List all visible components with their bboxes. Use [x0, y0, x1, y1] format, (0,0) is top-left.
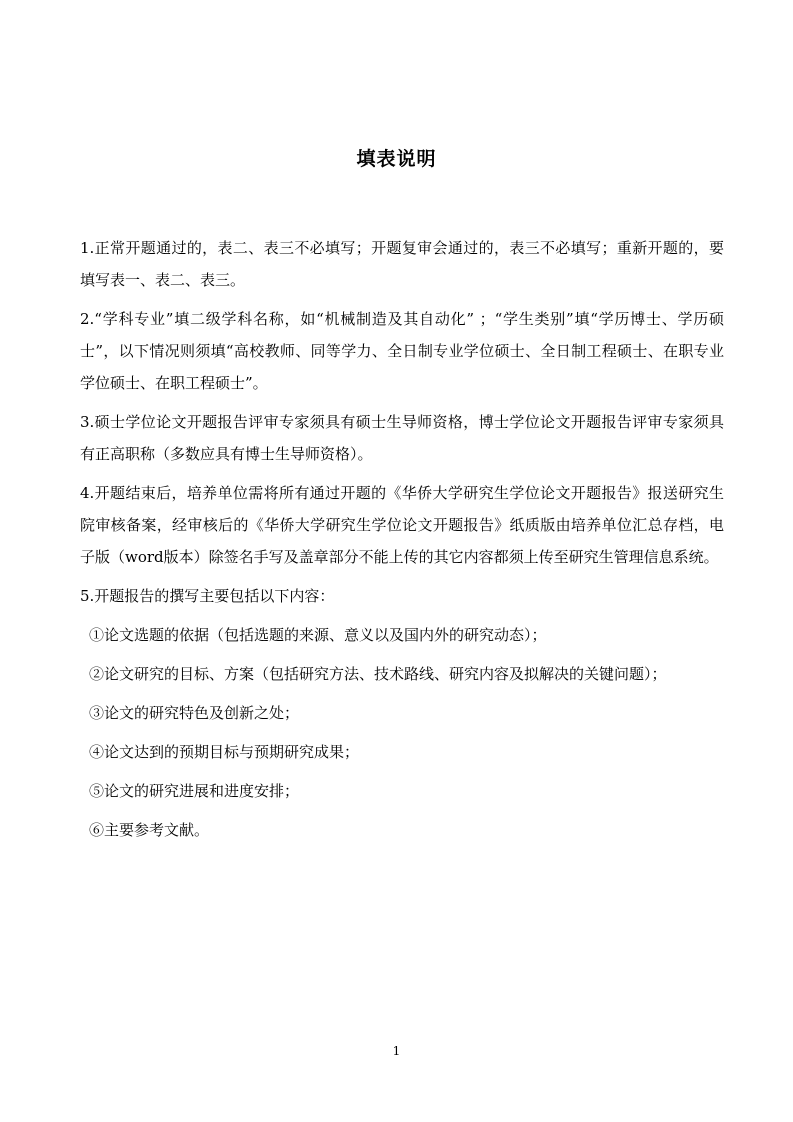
- page-number: 1: [392, 1044, 401, 1058]
- instruction-paragraph-2: 2.“学科专业”填二级学科名称，如“机械制造及其自动化” ；“学生类别”填“学历博士、学历硕士”，以下情况则须填“高校教师、同等学力、全日制专业学位硕士、全日制工程硕士、在职专业学位硕士、在职工程硕士”。: [80, 310, 724, 392]
- instruction-paragraph-1: 1.正常开题通过的，表二、表三不必填写；开题复审会通过的，表三不必填写；重新开题的，要填写表一、表二、表三。: [80, 239, 724, 289]
- instructions-body: [80, 232, 724, 853]
- instruction-paragraph-5: 5.开题报告的撰写主要包括以下内容：: [80, 587, 335, 605]
- report-content-item-2: ②论文研究的目标、方案（包括研究方法、技术路线、研究内容及拟解决的关键问题）；: [89, 665, 667, 683]
- report-content-item-1: ①论文选题的依据（包括选题的来源、意义以及国内外的研究动态）；: [89, 626, 547, 644]
- report-content-list: [80, 619, 724, 846]
- report-content-item-4: ④论文达到的预期目标与预期研究成果；: [89, 743, 360, 761]
- report-content-item-3: ③论文的研究特色及创新之处；: [89, 704, 300, 722]
- instruction-paragraph-3: 3.硕士学位论文开题报告评审专家须具有硕士生导师资格，博士学位论文开题报告评审专家须具有正高职称（多数应具有博士生导师资格）。: [80, 413, 724, 463]
- report-content-item-6: ⑥主要参考文献。: [89, 821, 210, 839]
- page-title: 填表说明: [356, 148, 437, 170]
- instruction-paragraph-4: 4.开题结束后，培养单位需将所有通过开题的《华侨大学研究生学位论文开题报告》报送研究生院审核备案，经审核后的《华侨大学研究生学位论文开题报告》纸质版由培养单位汇总存档，电子版（word版本）除签名手写及盖章部分不能上传的其它内容都须上传至研究生管理信息系统。: [80, 484, 724, 566]
- report-content-item-5: ⑤论文的研究进展和进度安排；: [89, 782, 300, 800]
